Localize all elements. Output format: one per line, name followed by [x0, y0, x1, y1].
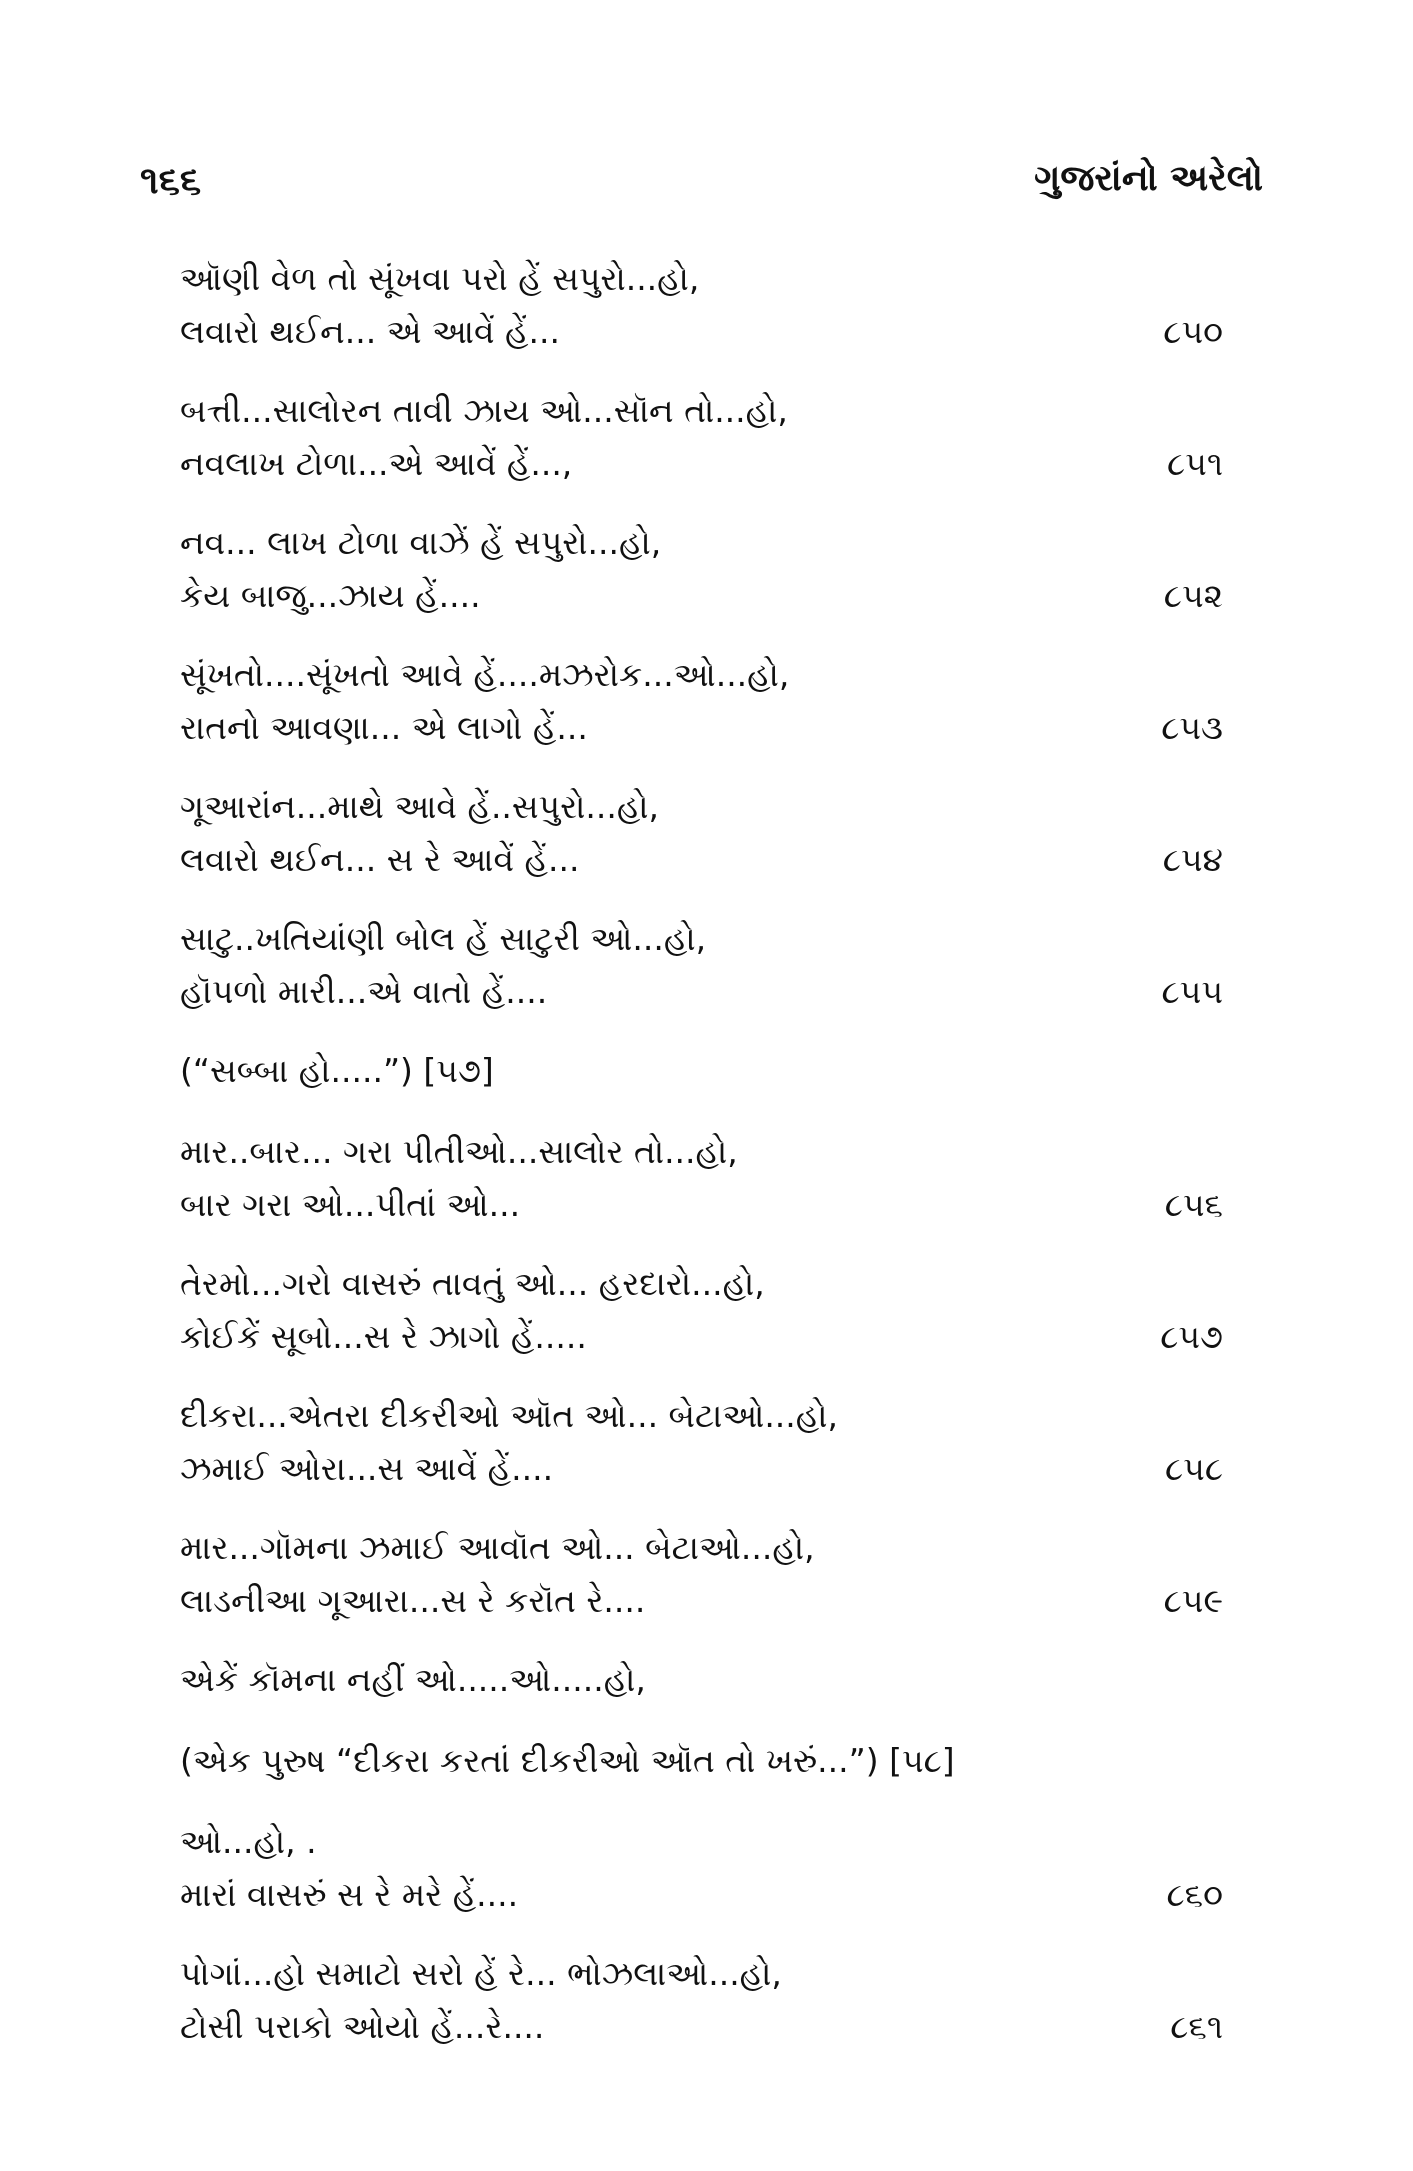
line-text: સાટુ..ખતિયાંણી બોલ હેં સાટુરી ઓ...હો,	[180, 919, 707, 958]
text-line	[180, 437, 1223, 490]
line-text: રાતનો આવણા... એ લાગો હેં...	[180, 708, 588, 747]
text-line	[180, 1521, 1223, 1574]
line-text: ટોસી પરાકો ઓયો હેં...રે....	[180, 2007, 545, 2046]
line-text: નવલાખ ટોળા...એ આવેં હેં...,	[180, 444, 573, 483]
running-head: ગુજરાંનો અરેલો	[1034, 158, 1263, 199]
line-text: ઓ...હો, .	[180, 1822, 317, 1861]
text-line	[180, 2000, 1223, 2053]
verse-number: ૮૫૬	[1164, 1185, 1223, 1224]
line-text: સૂંખતો....સૂંખતો આવે હેં....મઝરોક...ઓ...હો,	[180, 655, 790, 694]
verse-number: ૮૬૦	[1166, 1875, 1223, 1914]
line-text: બત્તી...સાલોરન તાવી ઝાય ઓ...સૉન તો...હો,	[180, 391, 788, 430]
line-text: નવ... લાખ ટોળા વાઝેં હેં સપુરો...હો,	[180, 523, 662, 562]
verse-block	[180, 1257, 1223, 1363]
verse-block	[180, 780, 1223, 886]
page-header	[140, 158, 1263, 218]
verse-block	[180, 912, 1223, 1018]
verse-number: ૮૫૮	[1165, 1449, 1223, 1488]
verse-block	[180, 1125, 1223, 1231]
line-text: લાડનીઆ ગૂઆરા...સ રે કરૉત રે....	[180, 1581, 646, 1620]
text-line	[180, 1310, 1223, 1363]
line-text: બાર ગરા ઓ...પીતાં ઓ...	[180, 1185, 521, 1224]
text-line	[180, 1257, 1223, 1310]
verse-number: ૮૫૦	[1163, 312, 1223, 351]
text-line	[180, 569, 1223, 622]
page-number: ૧૬૬	[140, 158, 202, 202]
line-text: મારાં વાસરું સ રે મરે હેં....	[180, 1875, 519, 1914]
verse-block	[180, 1521, 1223, 1627]
verse-number: ૮૬૧	[1170, 2007, 1223, 2046]
verse-number: ૮૫૭	[1160, 1317, 1223, 1356]
text-line	[180, 516, 1223, 569]
text-line	[180, 1125, 1223, 1178]
note-block	[180, 1044, 1223, 1097]
note-block	[180, 1734, 1223, 1787]
text-line	[180, 965, 1223, 1018]
line-text: માર..બાર... ગરા પીતીઓ...સાલોર તો...હો,	[180, 1132, 738, 1171]
line-text: ઑણી વેળ તો સૂંખવા પરો હેં સપુરો...હો,	[180, 259, 700, 298]
line-text: માર...ગૉમના ઝમાઈ આવૉત ઓ... બેટાઓ...હો,	[180, 1528, 815, 1567]
verse-block	[180, 516, 1223, 622]
text-line	[180, 780, 1223, 833]
text-line	[180, 252, 1223, 305]
verse-number: ૮૫૩	[1161, 708, 1223, 747]
line-text: કેય બાજુ...ઝાય હેં....	[180, 576, 481, 615]
verse-block	[180, 252, 1223, 358]
line-text: ઝમાઈ ઓરા...સ આવેં હેં....	[180, 1449, 554, 1488]
text-line	[180, 1815, 1223, 1868]
text-line	[180, 1178, 1223, 1231]
text-line	[180, 305, 1223, 358]
text-line	[180, 1653, 1223, 1706]
line-text: કોઈકેં સૂબો...સ રે ઝાગો હેં.....	[180, 1317, 587, 1356]
text-line	[180, 648, 1223, 701]
page-body	[180, 252, 1223, 2079]
text-line	[180, 1947, 1223, 2000]
note-block	[180, 1653, 1223, 1706]
verse-number: ૮૫૫	[1161, 972, 1223, 1011]
verse-number: ૮૫૯	[1163, 1581, 1223, 1620]
text-line	[180, 1044, 1223, 1097]
verse-block	[180, 1389, 1223, 1495]
line-text: ગૂઆરાંન...માથે આવે હેં..સપુરો...હો,	[180, 787, 660, 826]
text-line	[180, 1734, 1223, 1787]
line-text: એકેં કૉમના નહીં ઓ.....ઓ.....હો,	[180, 1660, 646, 1699]
verse-block	[180, 1947, 1223, 2053]
text-line	[180, 833, 1223, 886]
line-text: (એક પુરુષ “દીકરા કરતાં દીકરીઓ ઑત તો ખરું...”) [૫૮]	[180, 1741, 955, 1780]
verse-number: ૮૫૧	[1166, 444, 1223, 483]
line-text: તેરમો...ગરો વાસરું તાવતું ઓ... હરદારો...હો,	[180, 1264, 765, 1303]
text-line	[180, 1442, 1223, 1495]
text-line	[180, 1574, 1223, 1627]
line-text: પોગાં...હો સમાટો સરો હેં રે... ભોઝલાઓ...હો,	[180, 1954, 782, 1993]
line-text: દીકરા...એતરા દીકરીઓ ઑત ઓ... બેટાઓ...હો,	[180, 1396, 838, 1435]
text-line	[180, 384, 1223, 437]
verse-block	[180, 384, 1223, 490]
text-line	[180, 701, 1223, 754]
line-text: લવારો થઈન... સ રે આવેં હેં...	[180, 840, 580, 879]
line-text: હૉપળો મારી...એ વાતો હેં....	[180, 972, 548, 1011]
line-text: (“સબ્બા હો.....”) [૫૭]	[180, 1051, 494, 1090]
verse-number: ૮૫૪	[1162, 840, 1223, 879]
text-line	[180, 1389, 1223, 1442]
verse-block	[180, 648, 1223, 754]
verse-number: ૮૫૨	[1163, 576, 1223, 615]
line-text: લવારો થઈન... એ આવેં હેં...	[180, 312, 560, 351]
text-line	[180, 912, 1223, 965]
text-line	[180, 1868, 1223, 1921]
verse-block	[180, 1815, 1223, 1921]
